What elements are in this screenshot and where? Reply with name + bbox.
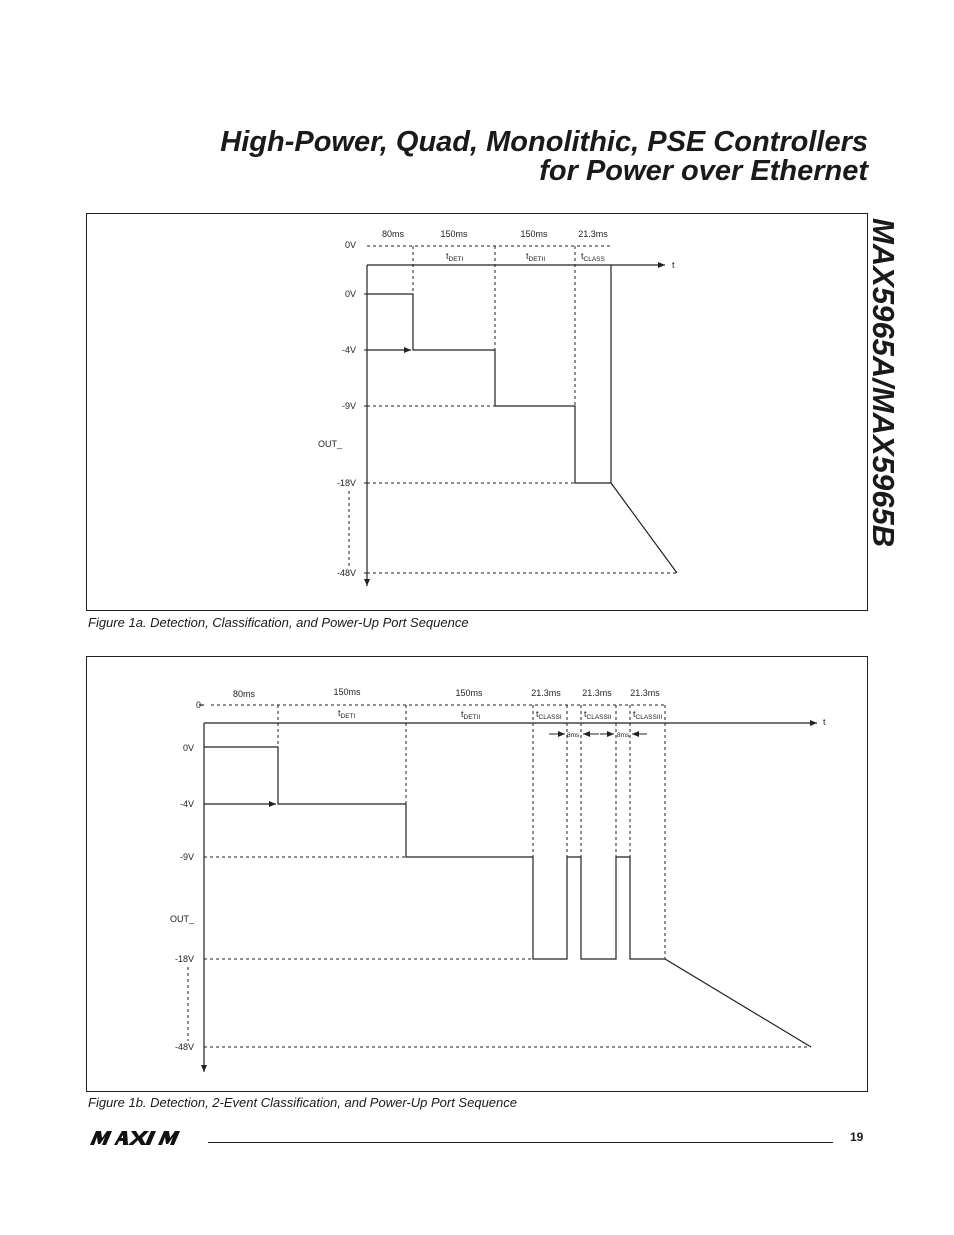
level-label: -9V	[179, 852, 194, 862]
out-label: OUT_	[169, 914, 194, 924]
figure-1b-caption: Figure 1b. Detection, 2-Event Classification, and Power-Up Port Sequence	[88, 1095, 517, 1110]
page-title-line1: High-Power, Quad, Monolithic, PSE Controllers	[220, 126, 868, 158]
figure-1a	[86, 213, 868, 611]
duration-label: 150ms	[520, 229, 548, 239]
page-title-line2: for Power over Ethernet	[539, 155, 868, 187]
level-label: 0V	[344, 289, 356, 299]
duration-label: 150ms	[440, 229, 468, 239]
out-waveform	[204, 747, 811, 1047]
duration-label: 21.3ms	[531, 688, 561, 698]
level-label: -18V	[174, 954, 194, 964]
duration-label: 21.3ms	[630, 688, 660, 698]
maxim-logo	[88, 1129, 198, 1147]
duration-label: 150ms	[333, 687, 361, 697]
level-label: -9V	[341, 401, 356, 411]
phase-label: $t_{DETII}$	[526, 251, 546, 263]
duration-label: 150ms	[455, 688, 483, 698]
duration-label: 80ms	[381, 229, 405, 239]
phase-label: $t_{CLASSIII}$	[633, 709, 663, 721]
gap-label: 8ms	[567, 732, 580, 739]
level-label: -48V	[336, 568, 356, 578]
phase-label: $t_{CLASSII}$	[584, 709, 612, 721]
gap-label: 8ms	[617, 732, 630, 739]
level-label: -4V	[341, 345, 356, 355]
figure-1b-timing-diagram	[87, 657, 869, 1093]
phase-label: $t_{DETI}$	[338, 708, 356, 720]
level-label: 0	[195, 700, 201, 710]
level-label: -18V	[336, 478, 356, 488]
phase-label: $t_{CLASSI}$	[536, 709, 562, 721]
time-axis-label: t	[823, 717, 826, 727]
phase-label: $t_{DETI}$	[446, 251, 464, 263]
figure-1a-timing-diagram	[87, 214, 869, 612]
duration-label: 21.3ms	[582, 688, 612, 698]
out-waveform	[367, 294, 677, 573]
level-label: 0V	[182, 743, 194, 753]
figure-1b	[86, 656, 868, 1092]
footer-rule	[208, 1142, 833, 1143]
time-axis-label: t	[672, 260, 675, 270]
figure-1a-caption: Figure 1a. Detection, Classification, and Power-Up Port Sequence	[88, 615, 469, 630]
level-label: 0V	[344, 240, 356, 250]
phase-label: $t_{DETII}$	[461, 709, 481, 721]
phase-label: $t_{CLASS}$	[581, 251, 605, 263]
duration-label: 80ms	[232, 689, 256, 699]
duration-label: 21.3ms	[578, 229, 608, 239]
out-label: OUT_	[317, 439, 342, 449]
page-number: 19	[850, 1130, 864, 1144]
level-label: -48V	[174, 1042, 194, 1052]
level-label: -4V	[179, 799, 194, 809]
side-part-number: MAX5965A/MAX5965B	[866, 218, 901, 548]
